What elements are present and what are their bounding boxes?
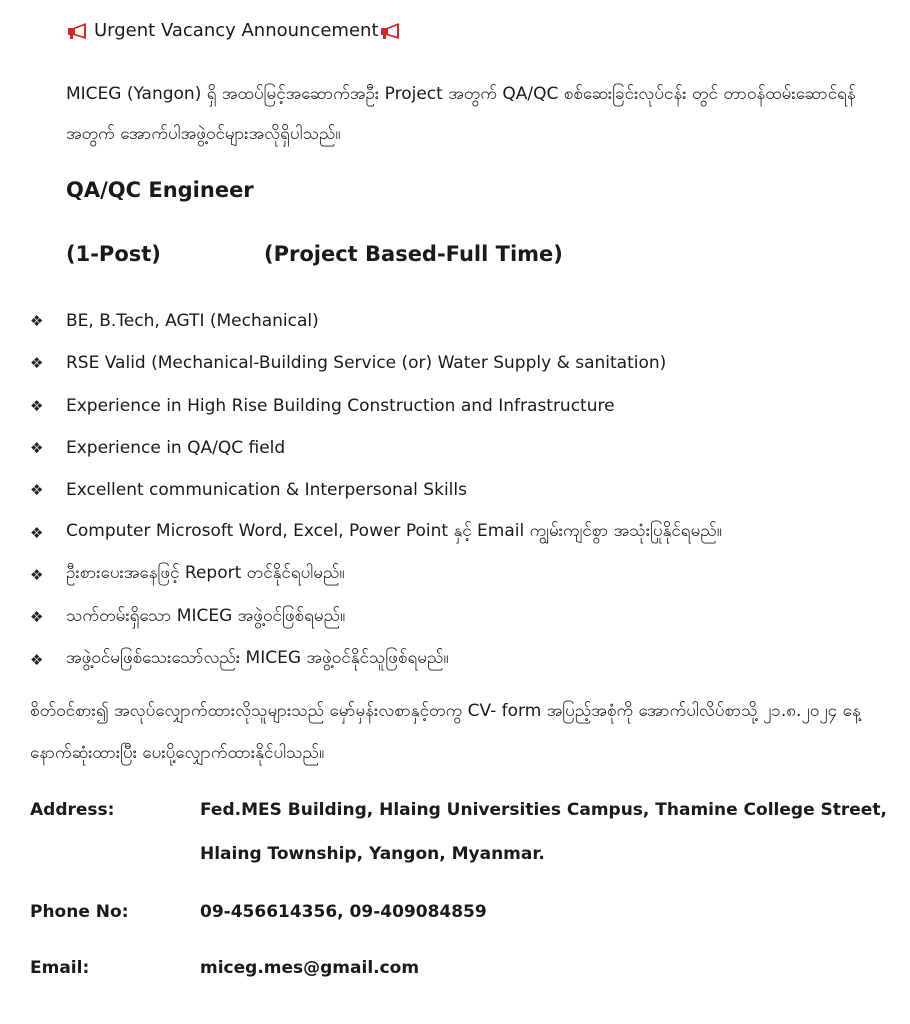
requirement-item: [30, 300, 900, 342]
requirement-item: [30, 638, 900, 680]
requirement-item: [30, 511, 900, 553]
requirement-text: Excellent communication & Interpersonal Skills: [66, 480, 467, 501]
intro-paragraph: MICEG (Yangon) ရှိ အထပ်မြင့်အဆောက်အဦး Project အတွက် QA/QC စစ်ဆေးခြင်းလုပ်ငန်း တွင် တာဝန်ထမ်းဆောင်ရန်အတွက် အောက်ပါအဖွဲ့ဝင်များအလိုရှိပါသည်။: [66, 84, 856, 144]
requirement-item: [30, 342, 900, 384]
requirement-text: BE, B.Tech, AGTI (Mechanical): [66, 311, 319, 332]
address-line-1: Fed.MES Building, Hlaing Universities Campus, Thamine College Street,: [200, 800, 887, 820]
diamond-bullet-icon: ❖: [30, 650, 44, 669]
diamond-bullet-icon: ❖: [30, 523, 44, 542]
requirement-text: Computer Microsoft Word, Excel, Power Point နှင့် Email ကျွမ်းကျင်စွာ အသုံးပြုနိုင်ရမည်။: [66, 521, 722, 542]
diamond-bullet-icon: ❖: [30, 354, 44, 373]
diamond-bullet-icon: ❖: [30, 608, 44, 627]
diamond-bullet-icon: ❖: [30, 396, 44, 415]
announcement-title: Urgent Vacancy Announcement: [94, 20, 379, 41]
diamond-bullet-icon: ❖: [30, 481, 44, 500]
requirements-list: [30, 300, 900, 681]
requirement-text: Experience in High Rise Building Construction and Infrastructure: [66, 395, 615, 416]
requirement-text: အဖွဲ့ဝင်မဖြစ်သေးသော်လည်း MICEG အဖွဲ့ဝင်နိုင်သူဖြစ်ရမည်။: [66, 648, 449, 669]
closing-paragraph: စိတ်ဝင်စား၍ အလုပ်လျှောက်ထားလိုသူများသည် မှော်မှန်းလစာနှင့်တကွ CV- form အပြည့်အစုံကို အောက်ပါလိပ်စာသို့ ၂၁.၈.၂၀၂၄ နေ့ နောက်ဆုံးထားပြီး ပေးပို့လျှောက်ထားနိုင်ပါသည်။: [30, 701, 861, 763]
announcement-header: [66, 20, 407, 41]
megaphone-icon: [379, 22, 407, 40]
requirement-item: [30, 427, 900, 469]
requirement-text: RSE Valid (Mechanical-Building Service (or) Water Supply & sanitation): [66, 353, 667, 374]
megaphone-icon: [66, 22, 94, 40]
job-title: QA/QC Engineer: [66, 178, 254, 202]
requirement-item: [30, 385, 900, 427]
employment-type: (Project Based-Full Time): [264, 242, 563, 266]
diamond-bullet-icon: ❖: [30, 565, 44, 584]
address-line-2: Hlaing Township, Yangon, Myanmar.: [200, 844, 545, 864]
post-count: (1-Post): [66, 242, 161, 266]
requirement-item: [30, 469, 900, 511]
requirement-item: [30, 554, 900, 596]
requirement-item: [30, 596, 900, 638]
requirement-text: Experience in QA/QC field: [66, 438, 286, 459]
phone-numbers: 09-456614356, 09-409084859: [200, 902, 487, 922]
address-label: Address:: [30, 800, 115, 820]
email-address: miceg.mes@gmail.com: [200, 958, 420, 978]
email-label: Email:: [30, 958, 90, 978]
diamond-bullet-icon: ❖: [30, 312, 44, 331]
requirement-text: ဦးစားပေးအနေဖြင့် Report တင်နိုင်ရပါမည်။: [66, 563, 345, 584]
phone-label: Phone No:: [30, 902, 129, 922]
requirement-text: သက်တမ်းရှိသော MICEG အဖွဲ့ဝင်ဖြစ်ရမည်။: [66, 605, 346, 626]
diamond-bullet-icon: ❖: [30, 439, 44, 458]
